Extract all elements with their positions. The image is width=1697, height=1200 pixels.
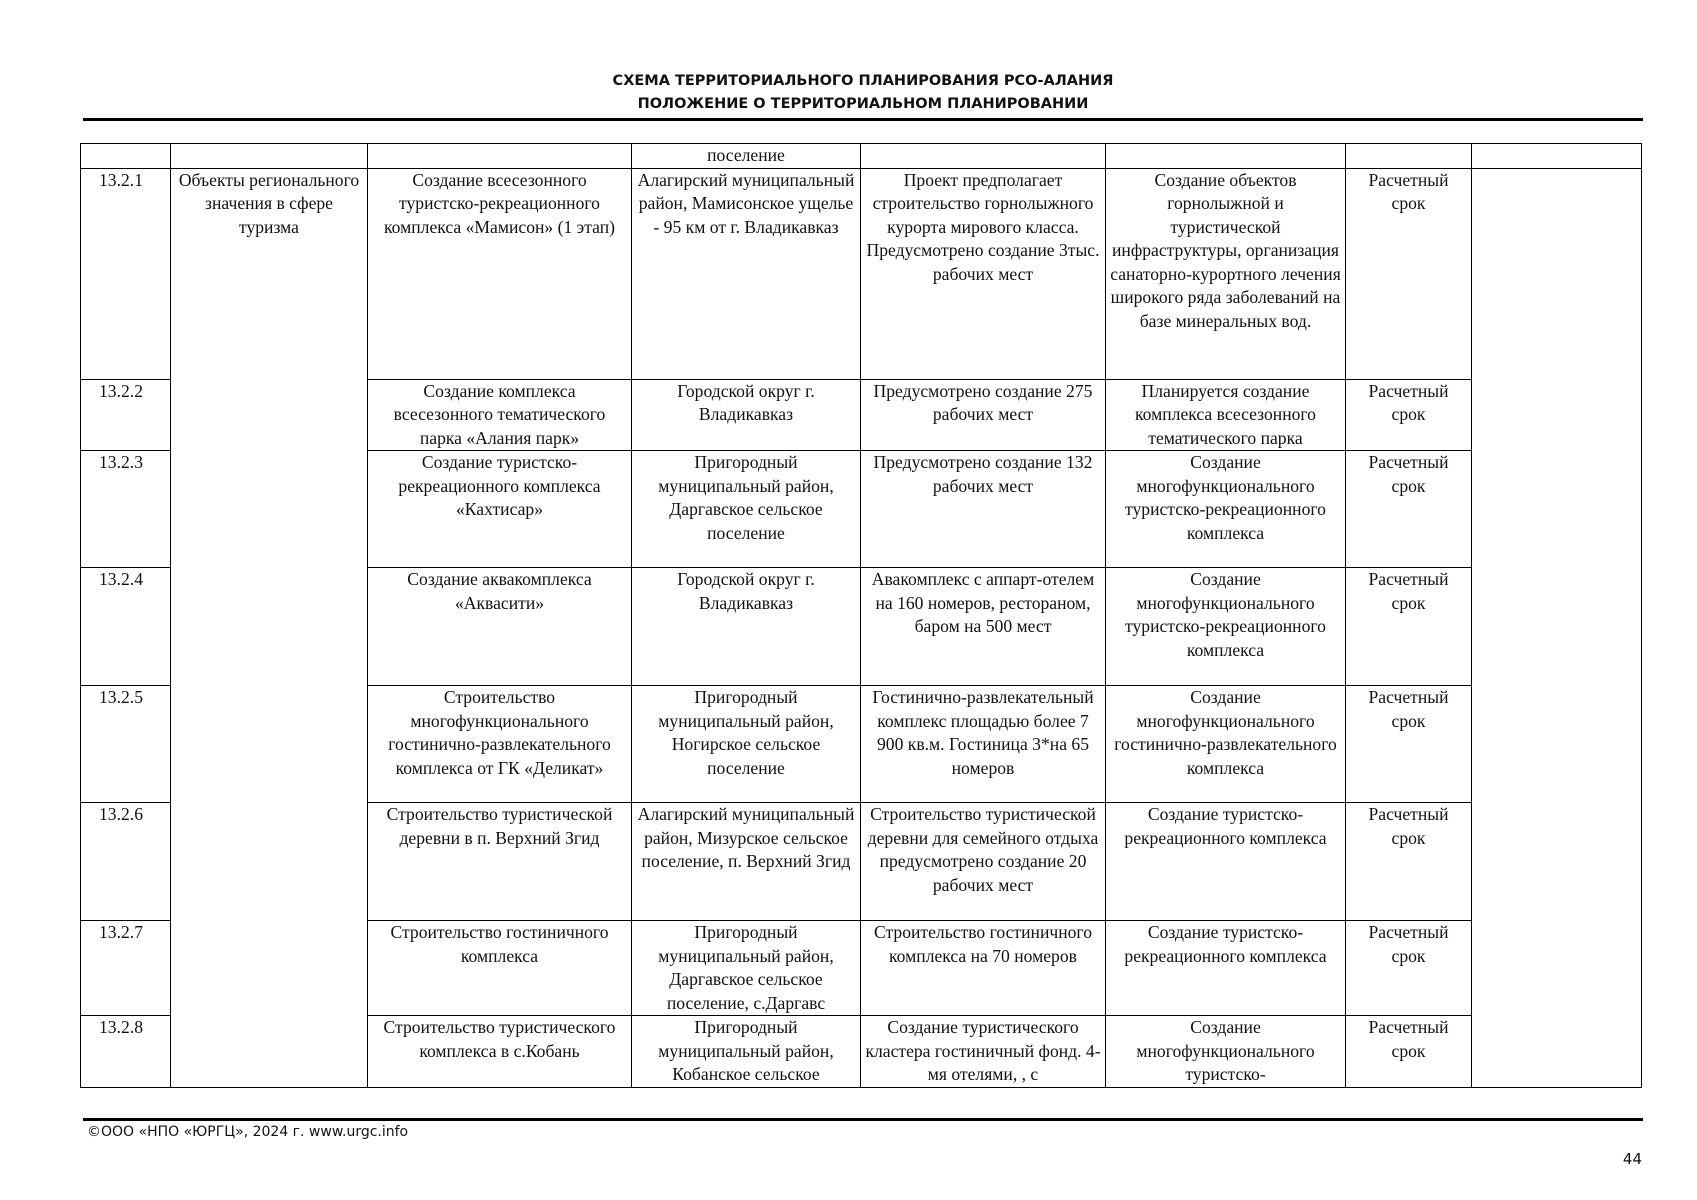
- table-row: [81, 168, 1642, 379]
- cell-description: [861, 144, 1106, 169]
- cell-num: [81, 144, 171, 169]
- footer-copyright: ©ООО «НПО «ЮРГЦ», 2024 г. www.urgc.info: [87, 1124, 409, 1140]
- cell-term: Расчетный срок: [1346, 921, 1472, 1016]
- cell-num: 13.2.1: [81, 168, 171, 379]
- cell-term: Расчетный срок: [1346, 168, 1472, 379]
- cell-num: 13.2.7: [81, 921, 171, 1016]
- document-header-title: СХЕМА ТЕРРИТОРИАЛЬНОГО ПЛАНИРОВАНИЯ РСО-АЛАНИЯ: [612, 73, 1114, 89]
- cell-name: Создание туристско-рекреационного комплекса «Кахтисар»: [368, 451, 632, 568]
- cell-location: Алагирский муниципальный район, Мизурское сельское поселение, п. Верхний Згид: [632, 803, 861, 921]
- cell-name: Создание аквакомплекса «Аквасити»: [368, 568, 632, 686]
- cell-description: Авакомплекс с аппарт-отелем на 160 номеров, рестораном, баром на 500 мест: [861, 568, 1106, 686]
- cell-location: поселение: [632, 144, 861, 169]
- cell-description: Гостинично-развлекательный комплекс площадью более 7 900 кв.м. Гостиница 3*на 65 номеров: [861, 686, 1106, 803]
- cell-name: Строительство многофункционального гостинично-развлекательного комплекса от ГК «Деликат»: [368, 686, 632, 803]
- cell-location: Пригородный муниципальный район, Ногирское сельское поселение: [632, 686, 861, 803]
- planning-table: [80, 143, 1642, 1088]
- cell-num: 13.2.4: [81, 568, 171, 686]
- cell-extra: [1472, 144, 1642, 169]
- cell-description: Строительство гостиничного комплекса на 70 номеров: [861, 921, 1106, 1016]
- cell-location: Городской округ г. Владикавказ: [632, 568, 861, 686]
- cell-name: Строительство туристического комплекса в с.Кобань: [368, 1016, 632, 1088]
- header-divider: [83, 118, 1643, 121]
- cell-purpose: [1106, 144, 1346, 169]
- cell-purpose: Создание многофункционального туристско-рекреационного комплекса: [1106, 451, 1346, 568]
- cell-term: Расчетный срок: [1346, 803, 1472, 921]
- cell-num: 13.2.5: [81, 686, 171, 803]
- cell-name: Создание комплекса всесезонного тематического парка «Алания парк»: [368, 379, 632, 451]
- cell-description: Проект предполагает строительство горнолыжного курорта мирового класса. Предусмотрено создание 3тыс. рабочих мест: [861, 168, 1106, 379]
- document-header-subtitle: ПОЛОЖЕНИЕ О ТЕРРИТОРИАЛЬНОМ ПЛАНИРОВАНИИ: [637, 96, 1089, 112]
- cell-term: Расчетный срок: [1346, 686, 1472, 803]
- cell-num: 13.2.6: [81, 803, 171, 921]
- cell-name: Создание всесезонного туристско-рекреационного комплекса «Мамисон» (1 этап): [368, 168, 632, 379]
- cell-purpose: Создание многофункционального туристско-: [1106, 1016, 1346, 1088]
- cell-term: Расчетный срок: [1346, 379, 1472, 451]
- cell-term: [1346, 144, 1472, 169]
- cell-num: 13.2.8: [81, 1016, 171, 1088]
- cell-name: [368, 144, 632, 169]
- cell-name: Строительство туристической деревни в п. Верхний Згид: [368, 803, 632, 921]
- cell-purpose: Создание многофункционального гостинично-развлекательного комплекса: [1106, 686, 1346, 803]
- cell-term: Расчетный срок: [1346, 568, 1472, 686]
- cell-term: Расчетный срок: [1346, 1016, 1472, 1088]
- cell-purpose: Планируется создание комплекса всесезонного тематического парка: [1106, 379, 1346, 451]
- cell-extra: [1472, 168, 1642, 1087]
- footer-divider: [83, 1118, 1643, 1121]
- cell-description: Строительство туристической деревни для семейного отдыха предусмотрено создание 20 рабочих мест: [861, 803, 1106, 921]
- cell-location: Пригородный муниципальный район, Даргавское сельское поселение, с.Даргавс: [632, 921, 861, 1016]
- cell-term: Расчетный срок: [1346, 451, 1472, 568]
- cell-purpose: Создание туристско-рекреационного комплекса: [1106, 921, 1346, 1016]
- cell-location: Пригородный муниципальный район, Кобанское сельское: [632, 1016, 861, 1088]
- page-number: 44: [1622, 1150, 1642, 1168]
- cell-purpose: Создание объектов горнолыжной и туристической инфраструктуры, организация санаторно-курортного лечения широкого ряда заболеваний на базе минеральных вод.: [1106, 168, 1346, 379]
- cell-group: Объекты регионального значения в сфере туризма: [171, 168, 368, 1087]
- cell-name: Строительство гостиничного комплекса: [368, 921, 632, 1016]
- cell-location: Пригородный муниципальный район, Даргавское сельское поселение: [632, 451, 861, 568]
- cell-description: Предусмотрено создание 132 рабочих мест: [861, 451, 1106, 568]
- cell-location: Алагирский муниципальный район, Мамисонское ущелье - 95 км от г. Владикавказ: [632, 168, 861, 379]
- cell-location: Городской округ г. Владикавказ: [632, 379, 861, 451]
- cell-purpose: Создание многофункционального туристско-рекреационного комплекса: [1106, 568, 1346, 686]
- table-row-continuation: [81, 144, 1642, 169]
- cell-description: Предусмотрено создание 275 рабочих мест: [861, 379, 1106, 451]
- cell-description: Создание туристического кластера гостиничный фонд. 4-мя отелями, , с: [861, 1016, 1106, 1088]
- cell-purpose: Создание туристско-рекреационного комплекса: [1106, 803, 1346, 921]
- cell-group: [171, 144, 368, 169]
- cell-num: 13.2.3: [81, 451, 171, 568]
- cell-num: 13.2.2: [81, 379, 171, 451]
